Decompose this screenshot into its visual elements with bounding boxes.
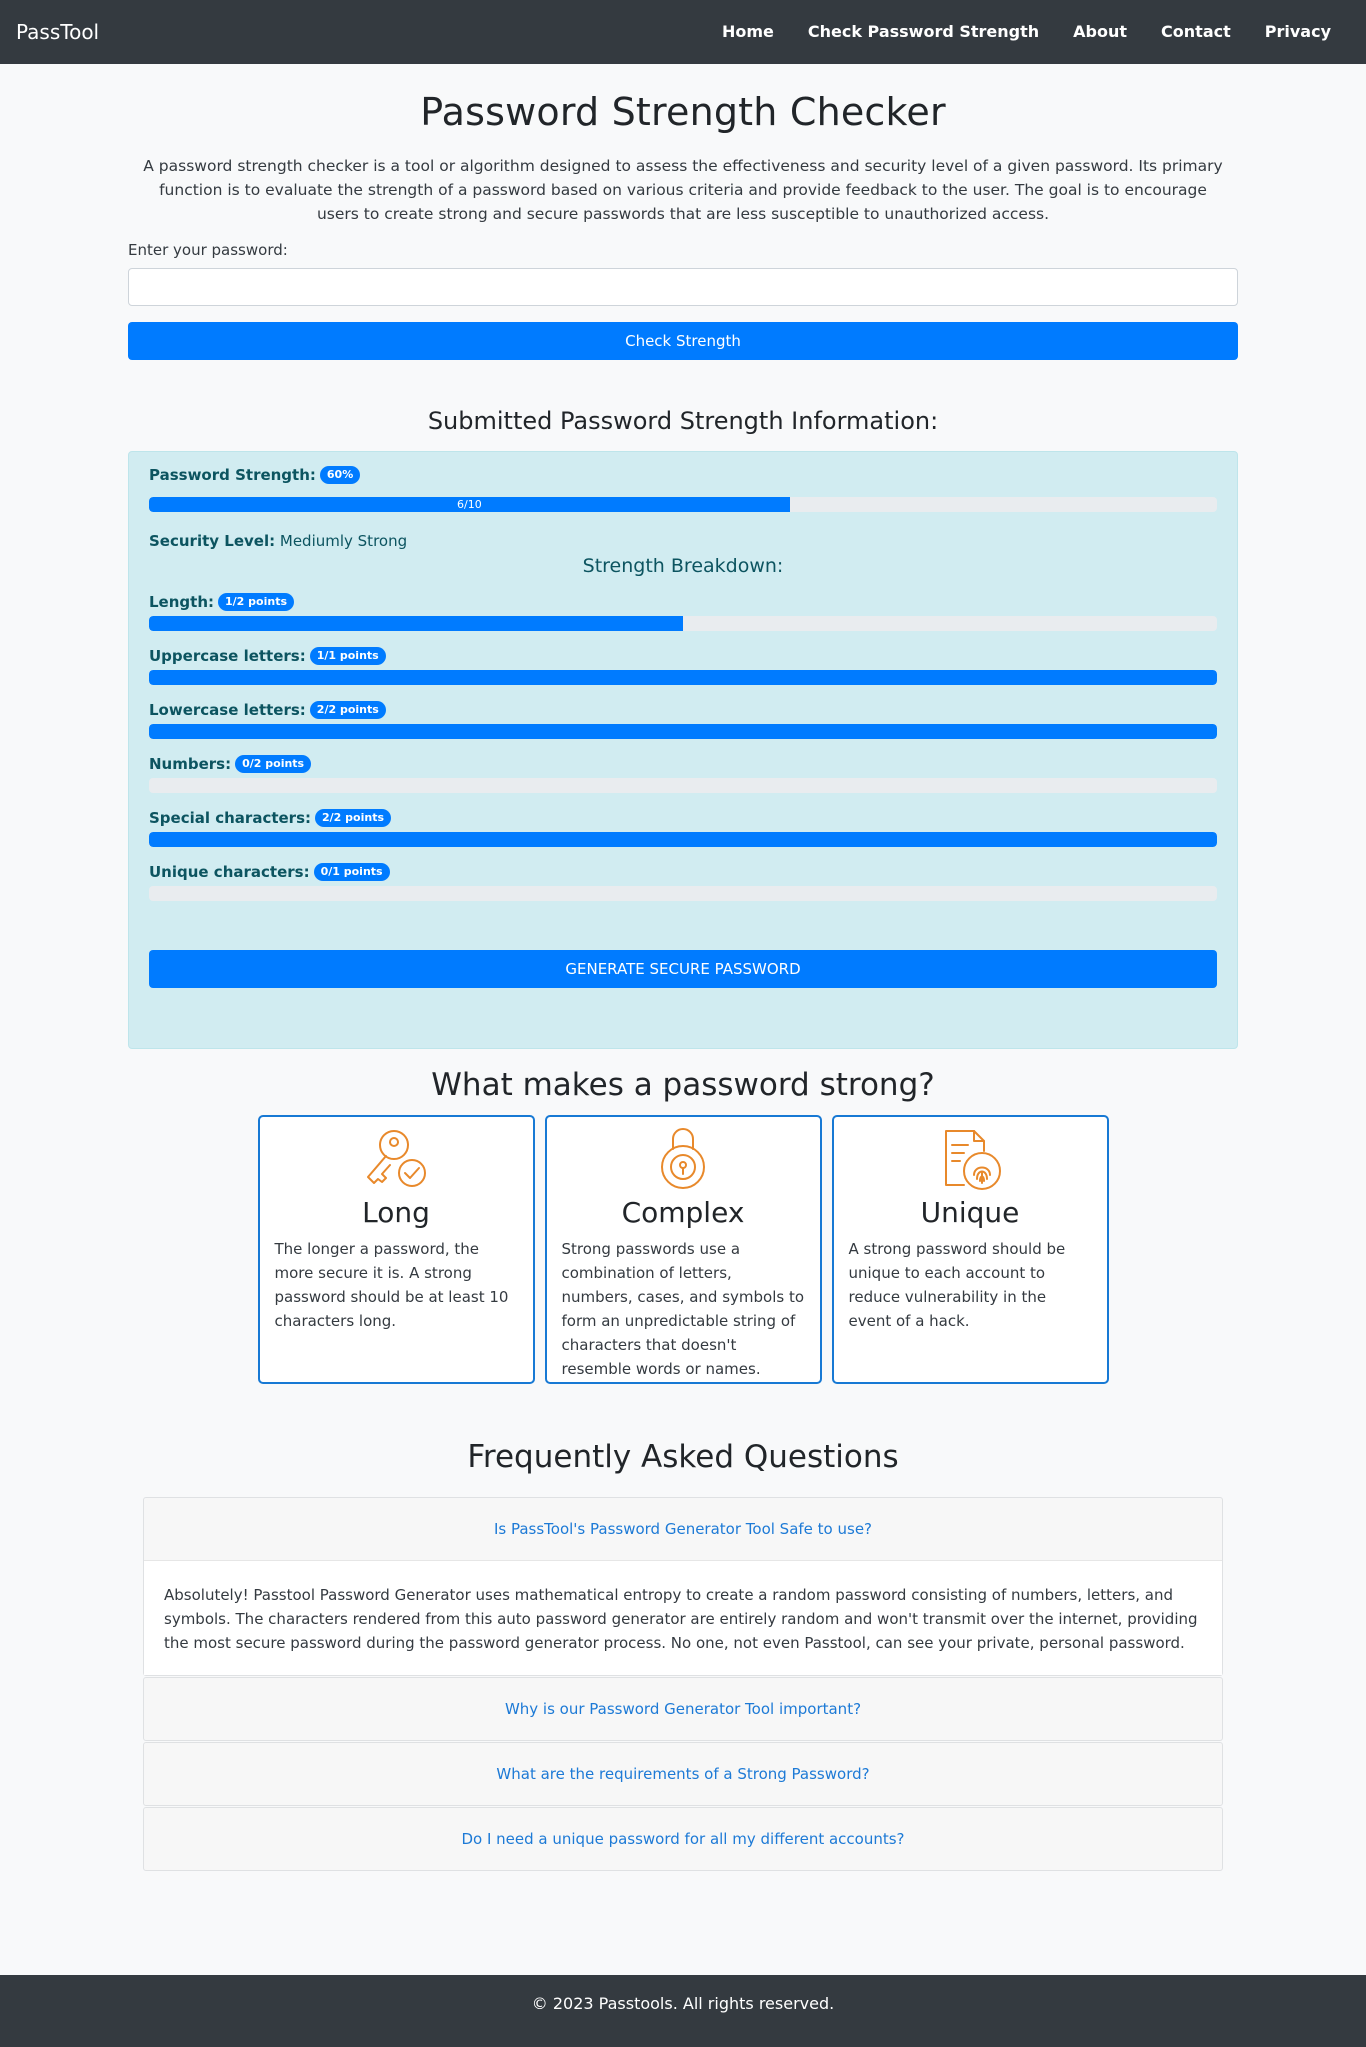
card-text: A strong password should be unique to each account to reduce vulnerability in the event of a hack. <box>848 1240 1066 1330</box>
key-check-icon <box>360 1125 432 1193</box>
faq-item <box>143 1677 1223 1741</box>
security-level-label: Security Level: <box>149 532 276 550</box>
criterion-progress <box>149 778 1217 793</box>
page-title: Password Strength Checker <box>420 90 946 134</box>
nav-link-privacy[interactable]: Privacy <box>1264 22 1331 41</box>
criterion-special <box>149 809 1217 847</box>
strong-section-title: What makes a password strong? <box>431 1067 935 1103</box>
faq-item <box>143 1742 1223 1806</box>
card-text: The longer a password, the more secure it is. A strong password should be at least 10 characters long. <box>274 1240 509 1330</box>
nav-link-about[interactable]: About <box>1073 22 1128 41</box>
nav-link-contact[interactable]: Contact <box>1161 22 1231 41</box>
criterion-label: Uppercase letters: <box>149 647 306 665</box>
faq-accordion <box>143 1497 1223 1871</box>
faq-item <box>143 1807 1223 1871</box>
criterion-progress <box>149 616 1217 631</box>
password-strength-label: Password Strength: <box>149 466 316 484</box>
generate-password-button[interactable]: GENERATE SECURE PASSWORD <box>149 950 1217 988</box>
faq-question[interactable]: Do I need a unique password for all my different accounts? <box>461 1830 905 1848</box>
intro-text: A password strength checker is a tool or algorithm designed to assess the effectiveness and security level of a given password. Its primary function is to evaluate the strength of a password based on various criteria and provide feedback to the user. The goal is to encourage users to create strong and secure passwords that are less susceptible to unauthorized access. <box>143 157 1223 223</box>
results-panel <box>128 451 1238 1049</box>
card-text: Strong passwords use a combination of letters, numbers, cases, and symbols to form an unpredictable string of characters that doesn't resemble words or names. <box>561 1240 805 1378</box>
criterion-badge: 2/2 points <box>315 809 391 827</box>
nav-links <box>705 0 1348 64</box>
criterion-progress-fill <box>149 616 683 631</box>
criterion-label: Numbers: <box>149 755 232 773</box>
check-strength-button[interactable]: Check Strength <box>128 322 1238 360</box>
results-title: Submitted Password Strength Information: <box>427 407 939 435</box>
password-strength-row <box>149 466 1217 484</box>
faq-item <box>143 1497 1223 1676</box>
card-title: Unique <box>920 1196 1020 1229</box>
criterion-progress-fill <box>149 724 1217 739</box>
footer <box>0 1975 1366 2047</box>
criterion-progress-fill <box>149 832 1217 847</box>
criterion-badge: 2/2 points <box>310 701 386 719</box>
criterion-label: Unique characters: <box>149 863 310 881</box>
password-strength-badge: 60% <box>320 466 360 484</box>
criterion-label: Lowercase letters: <box>149 701 306 719</box>
card-complex <box>545 1115 822 1384</box>
faq-question[interactable]: Is PassTool's Password Generator Tool Safe to use? <box>493 1520 873 1538</box>
padlock-icon <box>647 1125 719 1193</box>
criterion-badge: 1/1 points <box>310 647 386 665</box>
card-long <box>258 1115 535 1384</box>
navbar <box>0 0 1366 64</box>
criterion-badge: 1/2 points <box>218 593 294 611</box>
criterion-unique <box>149 863 1217 901</box>
criterion-label: Length: <box>149 593 214 611</box>
criterion-progress-fill <box>149 670 1217 685</box>
main-container <box>128 90 1238 1475</box>
criterion-progress <box>149 670 1217 685</box>
password-label: Enter your password: <box>128 241 288 259</box>
faq-answer: Absolutely! Passtool Password Generator uses mathematical entropy to create a random password consisting of numbers, letters, and symbols. The characters rendered from this auto password generator are entirely random and won't transmit over the internet, providing the most secure password during the password generator process. No one, not even Passtool, can see your private, personal password. <box>144 1560 1222 1675</box>
faq-question[interactable]: What are the requirements of a Strong Password? <box>496 1765 870 1783</box>
security-level-value: Mediumly Strong <box>279 532 408 550</box>
card-title: Complex <box>621 1196 745 1229</box>
breakdown-title: Strength Breakdown: <box>582 555 784 577</box>
card-title: Long <box>362 1196 430 1229</box>
security-level-row <box>149 532 1217 550</box>
criterion-progress <box>149 886 1217 901</box>
faq-question[interactable]: Why is our Password Generator Tool important? <box>504 1700 862 1718</box>
nav-link-check-password-strength[interactable]: Check Password Strength <box>807 22 1040 41</box>
criterion-length <box>149 593 1217 631</box>
overall-strength-progress-fill: 6/10 <box>149 497 790 512</box>
criterion-badge: 0/1 points <box>314 863 390 881</box>
criterion-progress <box>149 832 1217 847</box>
footer-copyright: © 2023 Passtools. All rights reserved. <box>531 1994 835 2013</box>
password-input[interactable] <box>128 268 1238 306</box>
criterion-label: Special characters: <box>149 809 312 827</box>
document-fingerprint-icon <box>934 1125 1006 1193</box>
nav-link-home[interactable]: Home <box>721 22 774 41</box>
criterion-lowercase <box>149 701 1217 739</box>
criterion-progress <box>149 724 1217 739</box>
strength-cards <box>128 1115 1238 1384</box>
card-unique <box>832 1115 1109 1384</box>
criterion-numbers <box>149 755 1217 793</box>
faq-title: Frequently Asked Questions <box>467 1439 899 1475</box>
criterion-uppercase <box>149 647 1217 685</box>
overall-strength-progress <box>149 497 1217 512</box>
criterion-badge: 0/2 points <box>235 755 311 773</box>
brand-logo[interactable]: PassTool <box>16 20 100 44</box>
